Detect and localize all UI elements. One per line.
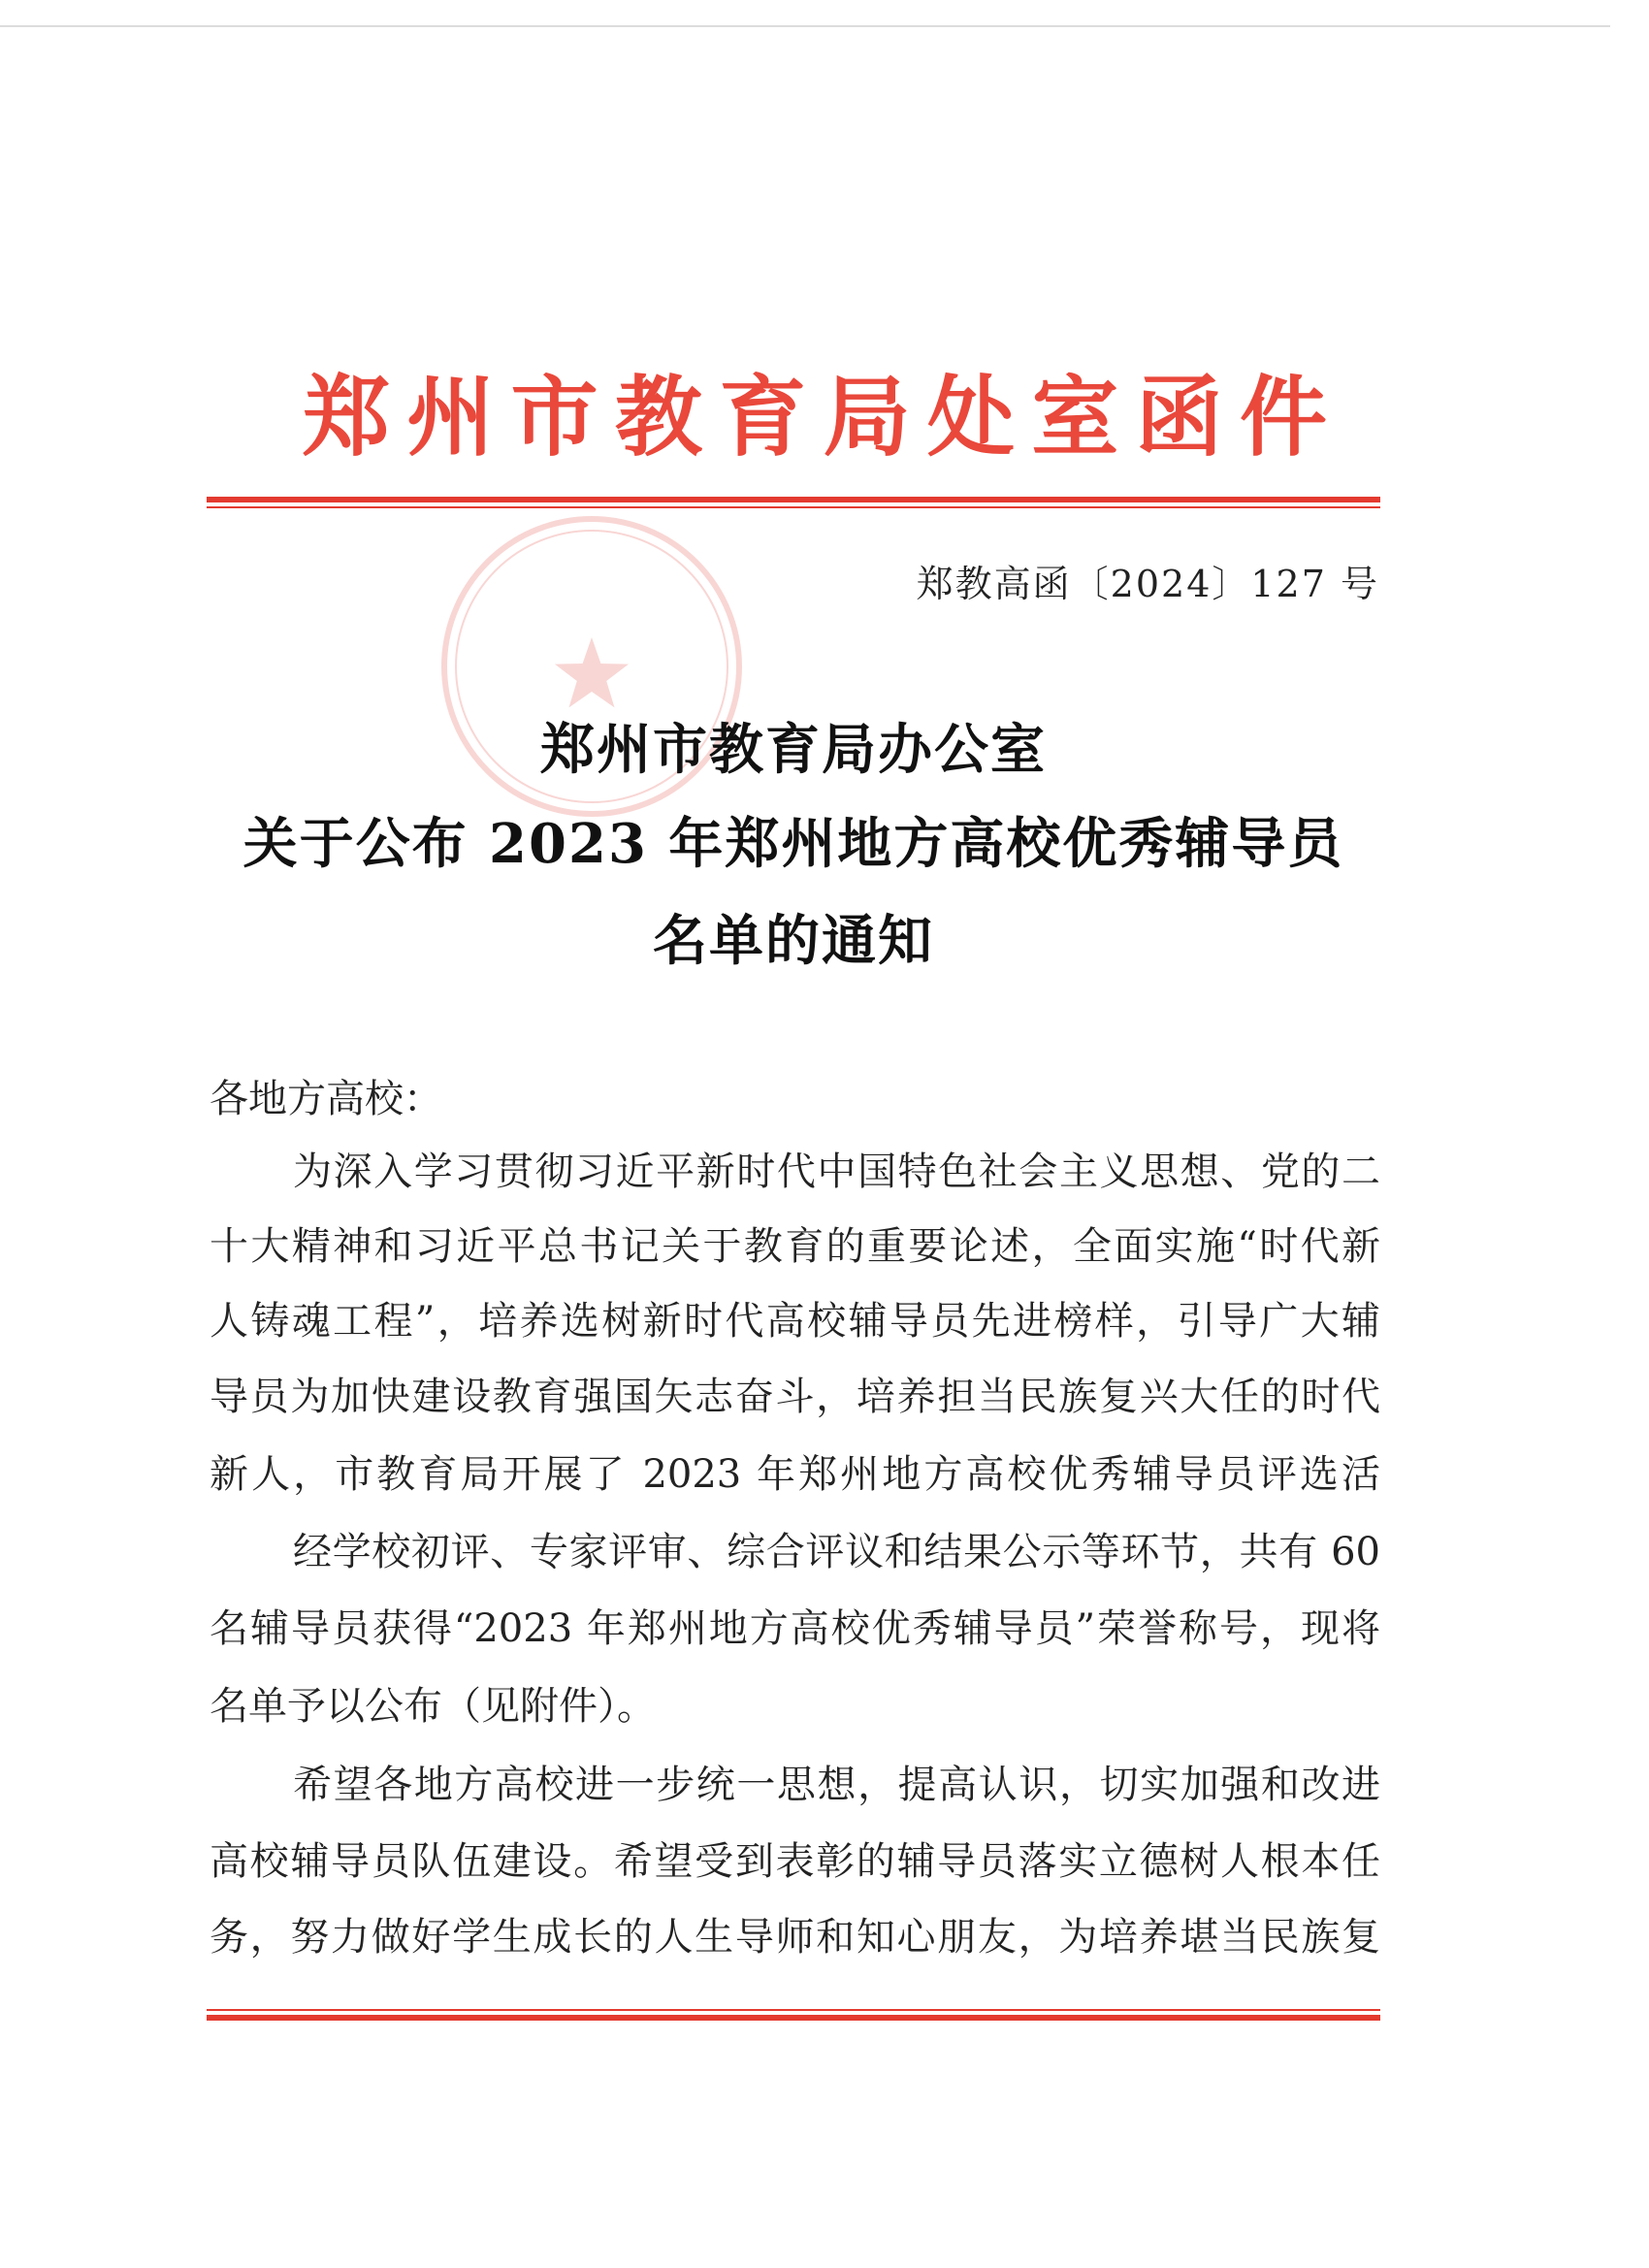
document-title-line-3: 名单的通知 xyxy=(653,909,934,973)
body-line: 十大精神和习近平总书记关于教育的重要论述，全面实施“时代新 xyxy=(210,1224,1380,1269)
footer-rule-thin xyxy=(207,2009,1380,2011)
star-icon xyxy=(555,637,629,707)
body-line: 名辅导员获得“2023 年郑州地方高校优秀辅导员”荣誉称号，现将 xyxy=(210,1606,1380,1651)
body-line: 务，努力做好学生成长的人生导师和知心朋友，为培养堪当民族复 xyxy=(210,1915,1380,1960)
document-title-line-1: 郑州市教育局办公室 xyxy=(540,718,1047,782)
body-line: 为深入学习贯彻习近平新时代中国特色社会主义思想、党的二 xyxy=(293,1150,1380,1194)
body-line: 名单予以公布（见附件）。 xyxy=(210,1684,656,1729)
salutation: 各地方高校： xyxy=(210,1077,442,1121)
body-line: 经学校初评、专家评审、综合评议和结果公示等环节，共有 60 xyxy=(293,1530,1380,1574)
document-number: 郑教高函〔2024〕127 号 xyxy=(916,563,1379,605)
body-line: 导员为加快建设教育强国矢志奋斗，培养担当民族复兴大任的时代 xyxy=(210,1375,1380,1419)
scan-edge-line xyxy=(0,25,1610,27)
body-line: 希望各地方高校进一步统一思想，提高认识，切实加强和改进 xyxy=(293,1763,1380,1807)
footer-rule-thick xyxy=(207,2015,1380,2021)
document-title-line-2: 关于公布 2023 年郑州地方高校优秀辅导员 xyxy=(242,812,1344,876)
letterhead-rule-thick xyxy=(207,497,1380,502)
body-line: 高校辅导员队伍建设。希望受到表彰的辅导员落实立德树人根本任 xyxy=(210,1839,1380,1884)
letterhead-title: 郑州市教育局处室函件 xyxy=(303,369,1327,466)
body-line: 人铸魂工程”，培养选树新时代高校辅导员先进榜样，引导广大辅 xyxy=(210,1299,1380,1344)
body-line: 新人，市教育局开展了 2023 年郑州地方高校优秀辅导员评选活 xyxy=(210,1452,1380,1497)
letterhead-rule-thin xyxy=(207,506,1380,508)
